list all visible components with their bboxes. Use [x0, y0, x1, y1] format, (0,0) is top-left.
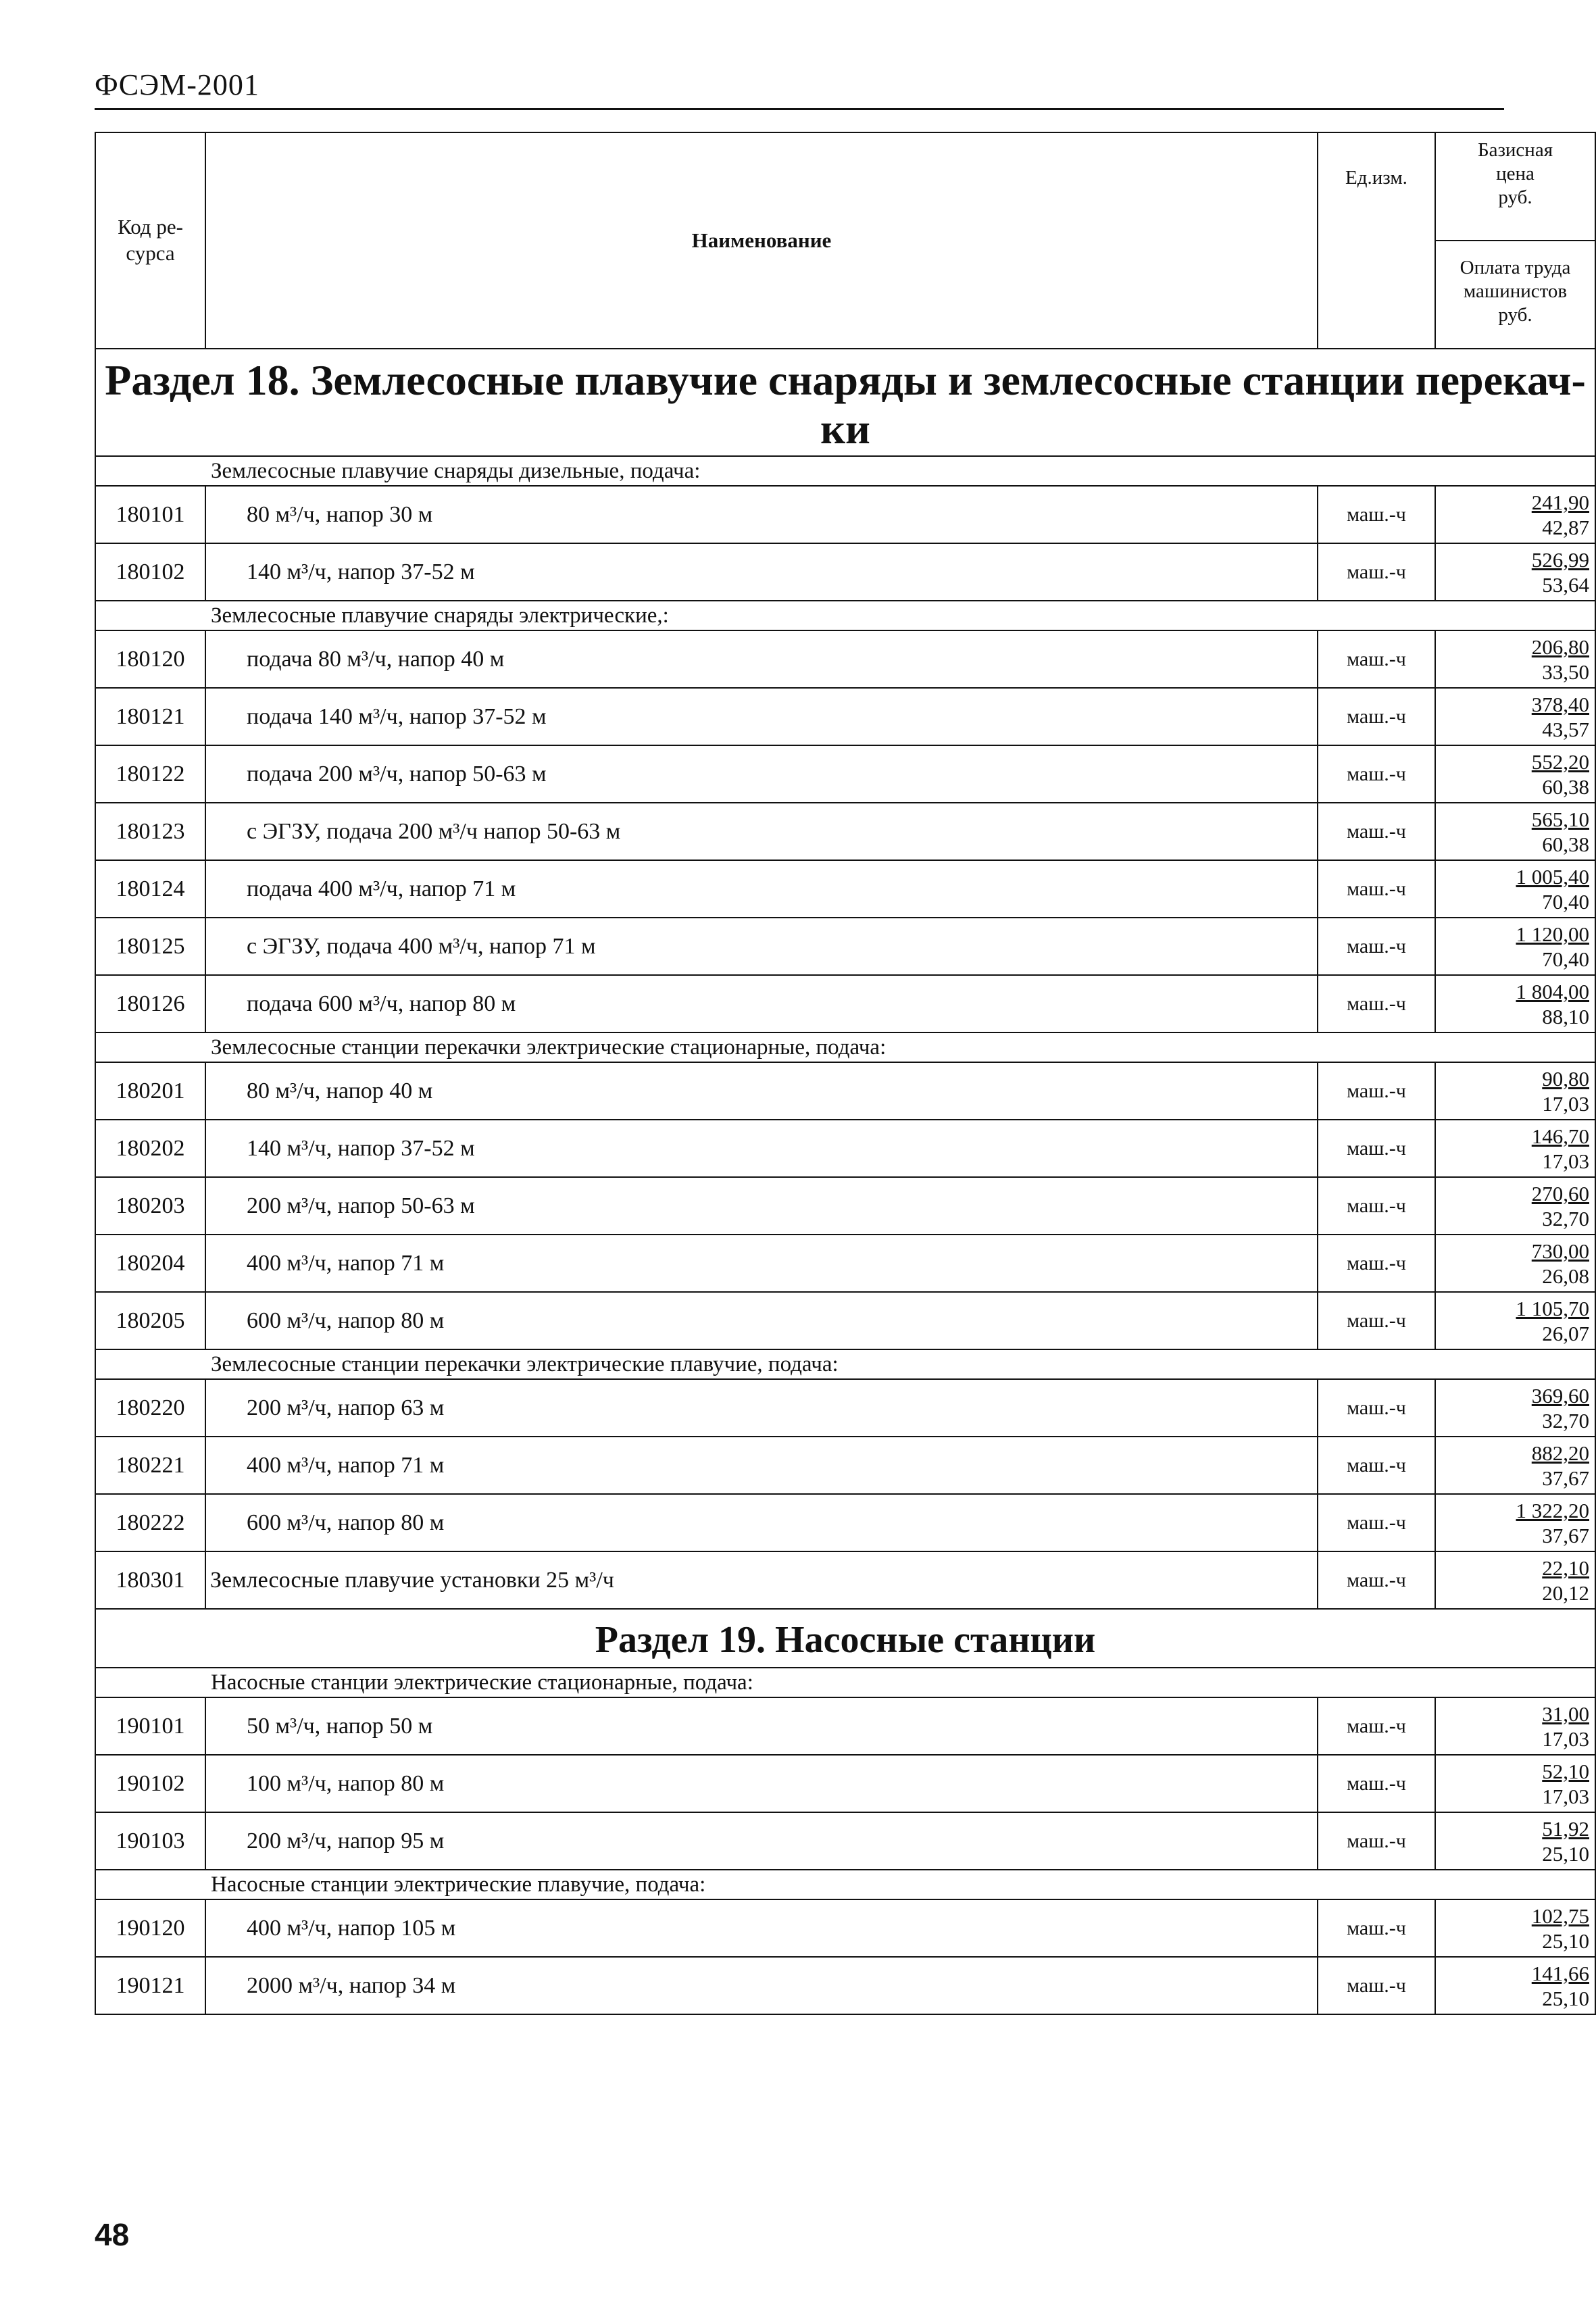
resource-code: 180120 — [95, 630, 205, 688]
resource-code: 190101 — [95, 1697, 205, 1755]
operator-wage: 17,03 — [1542, 1784, 1589, 1808]
base-price: 552,20 — [1531, 749, 1589, 774]
unit-of-measure: маш.-ч — [1318, 975, 1435, 1032]
unit-of-measure: маш.-ч — [1318, 1177, 1435, 1235]
price-cell — [1435, 745, 1595, 803]
base-price: 52,10 — [1542, 1759, 1589, 1783]
resource-code: 180203 — [95, 1177, 205, 1235]
resource-name: подача 600 м³/ч, напор 80 м — [205, 975, 1318, 1032]
group-row — [95, 601, 1595, 630]
resource-code: 180122 — [95, 745, 205, 803]
group-row — [95, 456, 1595, 486]
unit-of-measure: маш.-ч — [1318, 745, 1435, 803]
resource-name: 140 м³/ч, напор 37-52 м — [205, 1120, 1318, 1177]
table-row — [95, 1120, 1595, 1177]
base-price: 241,90 — [1531, 490, 1589, 514]
table-row — [95, 1697, 1595, 1755]
unit-of-measure: маш.-ч — [1318, 1437, 1435, 1494]
unit-of-measure: маш.-ч — [1318, 630, 1435, 688]
operator-wage: 42,87 — [1542, 515, 1589, 539]
header-operator-wage: Оплата труда машинистов руб. — [1460, 257, 1571, 326]
base-price: 146,70 — [1531, 1124, 1589, 1148]
price-cell — [1435, 486, 1595, 543]
table-row — [95, 1899, 1595, 1957]
unit-of-measure: маш.-ч — [1318, 1697, 1435, 1755]
operator-wage: 17,03 — [1542, 1091, 1589, 1116]
price-cell — [1435, 1177, 1595, 1235]
resource-name: 400 м³/ч, напор 105 м — [205, 1899, 1318, 1957]
table-row — [95, 1494, 1595, 1551]
resource-code: 180123 — [95, 803, 205, 860]
resource-code: 190120 — [95, 1899, 205, 1957]
resource-table — [95, 132, 1596, 2015]
resource-name: 200 м³/ч, напор 63 м — [205, 1379, 1318, 1437]
table-row — [95, 1235, 1595, 1292]
group-title: Землесосные станции перекачки электрические стационарные, подача: — [95, 1032, 1595, 1062]
header-name: Наименование — [205, 132, 1318, 349]
unit-of-measure: маш.-ч — [1318, 1957, 1435, 2014]
unit-of-measure: маш.-ч — [1318, 1755, 1435, 1812]
table-row — [95, 918, 1595, 975]
group-row — [95, 1349, 1595, 1379]
resource-code: 180222 — [95, 1494, 205, 1551]
base-price: 1 804,00 — [1516, 979, 1589, 1003]
resource-name: 2000 м³/ч, напор 34 м — [205, 1957, 1318, 2014]
header-code: Код ре- сурса — [95, 132, 205, 349]
unit-of-measure: маш.-ч — [1318, 543, 1435, 601]
operator-wage: 25,10 — [1542, 1928, 1589, 1953]
unit-of-measure: маш.-ч — [1318, 1899, 1435, 1957]
resource-name: подача 80 м³/ч, напор 40 м — [205, 630, 1318, 688]
operator-wage: 25,10 — [1542, 1841, 1589, 1866]
table-row — [95, 1957, 1595, 2014]
resource-name: 400 м³/ч, напор 71 м — [205, 1437, 1318, 1494]
resource-name: 600 м³/ч, напор 80 м — [205, 1292, 1318, 1349]
operator-wage: 43,57 — [1542, 717, 1589, 741]
base-price: 1 005,40 — [1516, 864, 1589, 889]
unit-of-measure: маш.-ч — [1318, 1062, 1435, 1120]
resource-code: 180301 — [95, 1551, 205, 1609]
resource-code: 180126 — [95, 975, 205, 1032]
base-price: 51,92 — [1542, 1816, 1589, 1841]
resource-code: 180220 — [95, 1379, 205, 1437]
header-unit: Ед.изм. — [1318, 132, 1435, 349]
operator-wage: 60,38 — [1542, 832, 1589, 856]
unit-of-measure: маш.-ч — [1318, 1292, 1435, 1349]
price-cell — [1435, 1755, 1595, 1812]
unit-of-measure: маш.-ч — [1318, 1812, 1435, 1870]
resource-code: 180101 — [95, 486, 205, 543]
table-row — [95, 1379, 1595, 1437]
table-row — [95, 745, 1595, 803]
base-price: 730,00 — [1531, 1239, 1589, 1263]
price-cell — [1435, 1062, 1595, 1120]
base-price: 1 322,20 — [1516, 1498, 1589, 1522]
base-price: 378,40 — [1531, 692, 1589, 716]
resource-name: 140 м³/ч, напор 37-52 м — [205, 543, 1318, 601]
base-price: 141,66 — [1531, 1961, 1589, 1985]
operator-wage: 32,70 — [1542, 1206, 1589, 1230]
table-row — [95, 1177, 1595, 1235]
section-title: Раздел 18. Землесосные плавучие снаряды и землесосные станции перекач- ки — [95, 349, 1595, 456]
page-number: 48 — [95, 2217, 130, 2252]
section-row — [95, 349, 1595, 456]
unit-of-measure: маш.-ч — [1318, 1551, 1435, 1609]
resource-code: 180204 — [95, 1235, 205, 1292]
table-header-row — [95, 132, 1595, 349]
price-cell — [1435, 1812, 1595, 1870]
price-cell — [1435, 1235, 1595, 1292]
operator-wage: 17,03 — [1542, 1149, 1589, 1173]
group-title: Землесосные плавучие снаряды дизельные, подача: — [95, 456, 1595, 486]
resource-code: 180121 — [95, 688, 205, 745]
header-base-price: Базисная цена руб. — [1436, 133, 1595, 241]
operator-wage: 37,67 — [1542, 1523, 1589, 1547]
resource-code: 190102 — [95, 1755, 205, 1812]
resource-code: 180125 — [95, 918, 205, 975]
resource-code: 180102 — [95, 543, 205, 601]
price-cell — [1435, 860, 1595, 918]
resource-name: 400 м³/ч, напор 71 м — [205, 1235, 1318, 1292]
price-cell — [1435, 803, 1595, 860]
price-cell — [1435, 975, 1595, 1032]
table-row — [95, 803, 1595, 860]
section-row — [95, 1609, 1595, 1668]
table-row — [95, 630, 1595, 688]
table-row — [95, 1755, 1595, 1812]
resource-name: 600 м³/ч, напор 80 м — [205, 1494, 1318, 1551]
unit-of-measure: маш.-ч — [1318, 1120, 1435, 1177]
price-cell — [1435, 1899, 1595, 1957]
price-cell — [1435, 1292, 1595, 1349]
operator-wage: 60,38 — [1542, 774, 1589, 799]
price-cell — [1435, 1437, 1595, 1494]
base-price: 22,10 — [1542, 1555, 1589, 1580]
resource-name: Землесосные плавучие установки 25 м³/ч — [205, 1551, 1318, 1609]
resource-name: с ЭГЗУ, подача 400 м³/ч, напор 71 м — [205, 918, 1318, 975]
resource-code: 180124 — [95, 860, 205, 918]
resource-code: 180221 — [95, 1437, 205, 1494]
price-cell — [1435, 1697, 1595, 1755]
operator-wage: 70,40 — [1542, 947, 1589, 971]
base-price: 882,20 — [1531, 1441, 1589, 1465]
resource-name: 80 м³/ч, напор 30 м — [205, 486, 1318, 543]
header-rule — [95, 108, 1504, 110]
resource-code: 180202 — [95, 1120, 205, 1177]
section-title: Раздел 19. Насосные станции — [95, 1609, 1595, 1668]
table-row — [95, 486, 1595, 543]
resource-table-body — [95, 132, 1595, 2014]
group-title: Землесосные станции перекачки электрические плавучие, подача: — [95, 1349, 1595, 1379]
base-price: 1 105,70 — [1516, 1296, 1589, 1320]
group-title: Землесосные плавучие снаряды электрические,: — [95, 601, 1595, 630]
resource-name: 50 м³/ч, напор 50 м — [205, 1697, 1318, 1755]
operator-wage: 26,07 — [1542, 1321, 1589, 1345]
group-row — [95, 1032, 1595, 1062]
group-title: Насосные станции электрические стационарные, подача: — [95, 1668, 1595, 1697]
operator-wage: 26,08 — [1542, 1264, 1589, 1288]
resource-name: с ЭГЗУ, подача 200 м³/ч напор 50-63 м — [205, 803, 1318, 860]
resource-code: 190103 — [95, 1812, 205, 1870]
resource-code: 190121 — [95, 1957, 205, 2014]
document-code: ФСЭМ-2001 — [95, 68, 259, 101]
group-row — [95, 1668, 1595, 1697]
unit-of-measure: маш.-ч — [1318, 688, 1435, 745]
operator-wage: 17,03 — [1542, 1726, 1589, 1751]
price-cell — [1435, 543, 1595, 601]
price-cell — [1435, 1957, 1595, 2014]
resource-code: 180205 — [95, 1292, 205, 1349]
base-price: 102,75 — [1531, 1903, 1589, 1928]
base-price: 90,80 — [1542, 1066, 1589, 1091]
table-row — [95, 688, 1595, 745]
unit-of-measure: маш.-ч — [1318, 1235, 1435, 1292]
group-title: Насосные станции электрические плавучие, подача: — [95, 1870, 1595, 1899]
resource-name: 100 м³/ч, напор 80 м — [205, 1755, 1318, 1812]
operator-wage: 53,64 — [1542, 572, 1589, 597]
unit-of-measure: маш.-ч — [1318, 1494, 1435, 1551]
price-cell — [1435, 630, 1595, 688]
table-row — [95, 975, 1595, 1032]
price-cell — [1435, 1494, 1595, 1551]
price-cell — [1435, 1551, 1595, 1609]
base-price: 526,99 — [1531, 547, 1589, 572]
base-price: 270,60 — [1531, 1181, 1589, 1205]
operator-wage: 20,12 — [1542, 1580, 1589, 1605]
operator-wage: 25,10 — [1542, 1986, 1589, 2010]
resource-name: подача 200 м³/ч, напор 50-63 м — [205, 745, 1318, 803]
price-cell — [1435, 688, 1595, 745]
operator-wage: 37,67 — [1542, 1466, 1589, 1490]
resource-name: 200 м³/ч, напор 50-63 м — [205, 1177, 1318, 1235]
table-row — [95, 1062, 1595, 1120]
unit-of-measure: маш.-ч — [1318, 918, 1435, 975]
group-row — [95, 1870, 1595, 1899]
table-row — [95, 1812, 1595, 1870]
resource-code: 180201 — [95, 1062, 205, 1120]
unit-of-measure: маш.-ч — [1318, 803, 1435, 860]
table-row — [95, 860, 1595, 918]
operator-wage: 70,40 — [1542, 889, 1589, 914]
base-price: 206,80 — [1531, 634, 1589, 659]
resource-name: подача 400 м³/ч, напор 71 м — [205, 860, 1318, 918]
price-cell — [1435, 918, 1595, 975]
unit-of-measure: маш.-ч — [1318, 1379, 1435, 1437]
unit-of-measure: маш.-ч — [1318, 860, 1435, 918]
table-row — [95, 1551, 1595, 1609]
base-price: 565,10 — [1531, 807, 1589, 831]
table-row — [95, 543, 1595, 601]
base-price: 1 120,00 — [1516, 922, 1589, 946]
resource-name: 80 м³/ч, напор 40 м — [205, 1062, 1318, 1120]
operator-wage: 88,10 — [1542, 1004, 1589, 1028]
unit-of-measure: маш.-ч — [1318, 486, 1435, 543]
header-price — [1435, 132, 1595, 349]
base-price: 31,00 — [1542, 1701, 1589, 1726]
table-row — [95, 1292, 1595, 1349]
resource-name: подача 140 м³/ч, напор 37-52 м — [205, 688, 1318, 745]
base-price: 369,60 — [1531, 1383, 1589, 1408]
price-cell — [1435, 1120, 1595, 1177]
table-row — [95, 1437, 1595, 1494]
operator-wage: 33,50 — [1542, 659, 1589, 684]
operator-wage: 32,70 — [1542, 1408, 1589, 1433]
price-cell — [1435, 1379, 1595, 1437]
resource-name: 200 м³/ч, напор 95 м — [205, 1812, 1318, 1870]
